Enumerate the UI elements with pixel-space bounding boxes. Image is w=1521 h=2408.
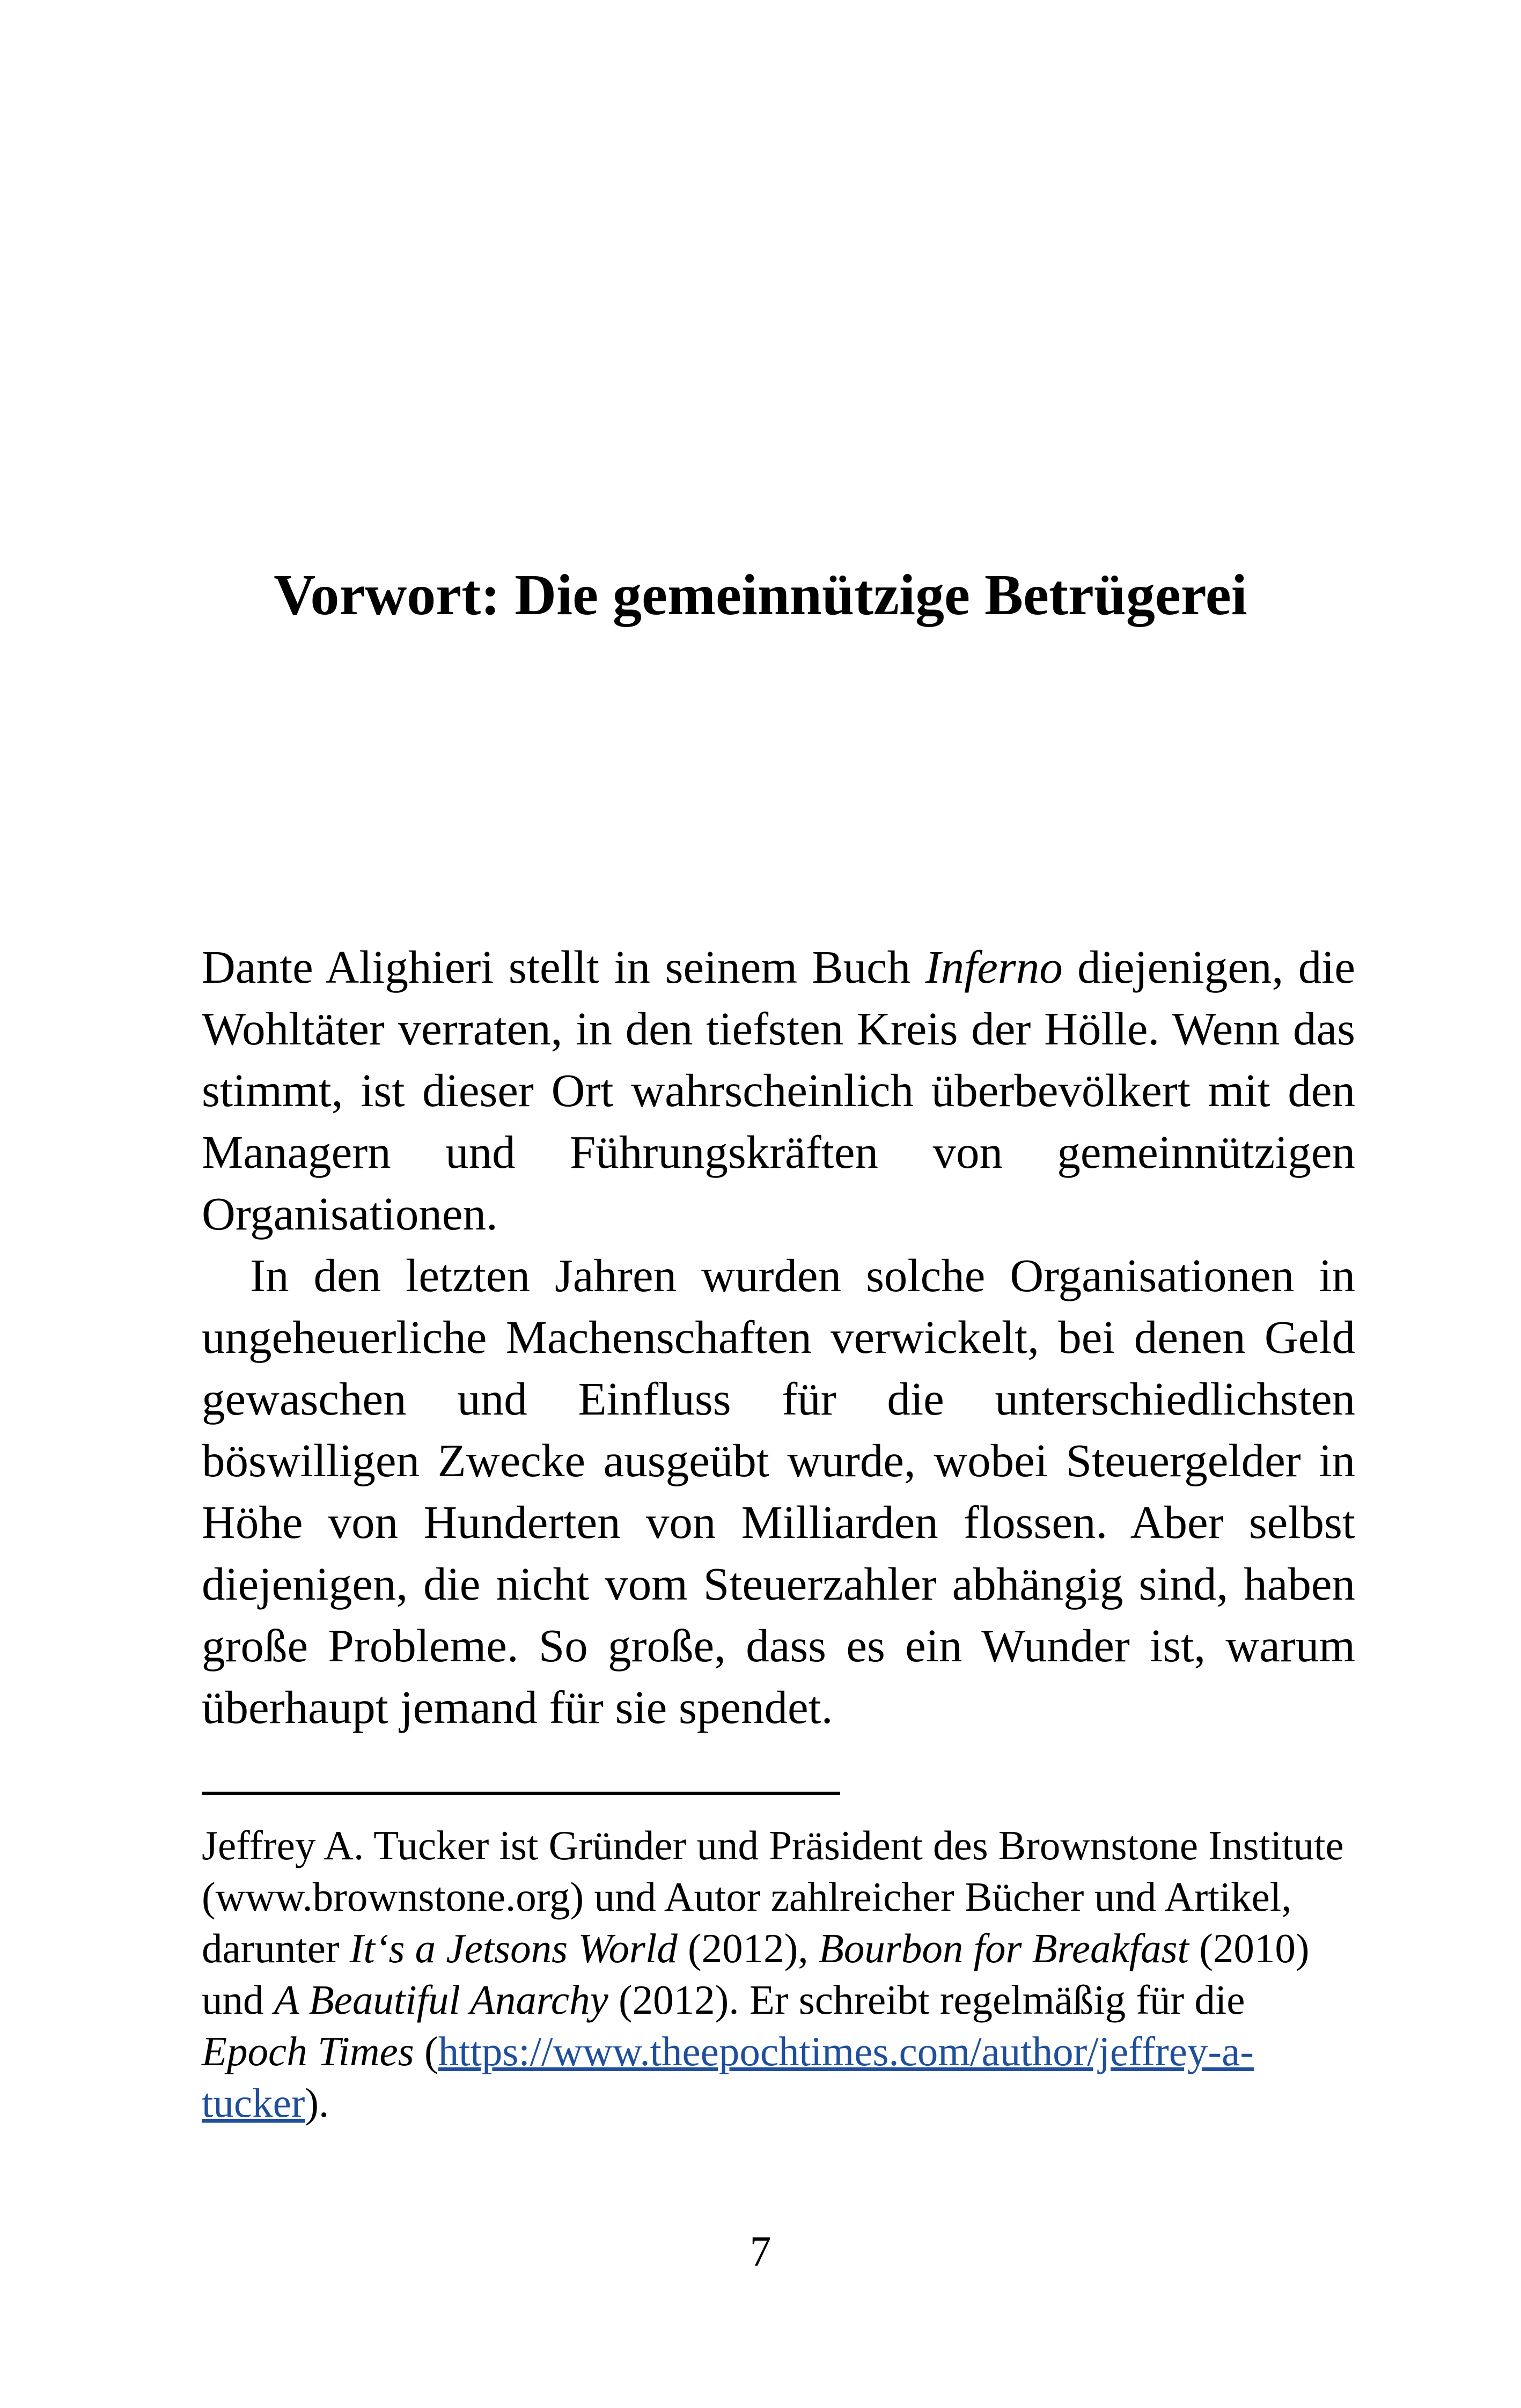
footnote-year-1: (2012), — [677, 1925, 819, 1971]
author-footnote — [202, 1820, 1355, 2129]
footnote-publication: Epoch Times — [202, 2028, 414, 2074]
footnote-year-3: (2012). Er schreibt regelmäßig für die — [608, 1977, 1245, 2023]
footnote-close: ). — [305, 2080, 329, 2126]
page-number: 7 — [750, 2228, 771, 2276]
footnote-open-paren: ( — [414, 2028, 438, 2074]
body-text — [202, 936, 1355, 1738]
paragraph-2: In den letzten Jahren wurden solche Organisationen in ungeheuerliche Machenschaften verwickelt, bei denen Geld gewaschen und Einfluss für die unterschiedlichsten böswilligen Zwecke ausgeübt wurde, wobei Steuergelder in Höhe von Hunderten von Milliarden flossen. Aber selbst diejenigen, die nicht vom Steuerzahler abhängig sind, haben große Probleme. So große, dass es ein Wunder ist, warum überhaupt jemand für sie spendet. — [202, 1249, 1355, 1733]
footnote-separator — [202, 1792, 840, 1795]
footnote-book-1: It‘s a Jetsons World — [349, 1925, 678, 1971]
paragraph-1-end: diejenigen, die Wohltäter verraten, in den tiefsten Kreis der Hölle. Wenn das stimmt, ist dieser Ort wahrscheinlich überbevölkert mit den Managern und Führungskräften von gemeinnützigen Organisationen. — [202, 941, 1355, 1240]
footnote-intro: Jeffrey A. Tucker ist Gründer und Präsident des Brownstone Institute (www.brownstone.org) und Autor zahlreicher Bücher und Artikel, darunter — [202, 1822, 1344, 1971]
paragraph-1-start: Dante Alighieri stellt in seinem Buch — [202, 941, 925, 993]
footnote-book-2: Bourbon for Breakfast — [818, 1925, 1189, 1971]
author-profile-link[interactable]: https://www.theepochtimes.com/author/jeffrey-a-tucker — [202, 2028, 1254, 2126]
book-title-inferno: Inferno — [925, 941, 1063, 993]
paragraph-1 — [202, 936, 1355, 1244]
chapter-title: Vorwort: Die gemeinnützige Betrügerei — [274, 563, 1247, 627]
footnote-book-3: A Beautiful Anarchy — [274, 1977, 608, 2023]
footnote-year-2: (2010) und — [202, 1925, 1310, 2023]
